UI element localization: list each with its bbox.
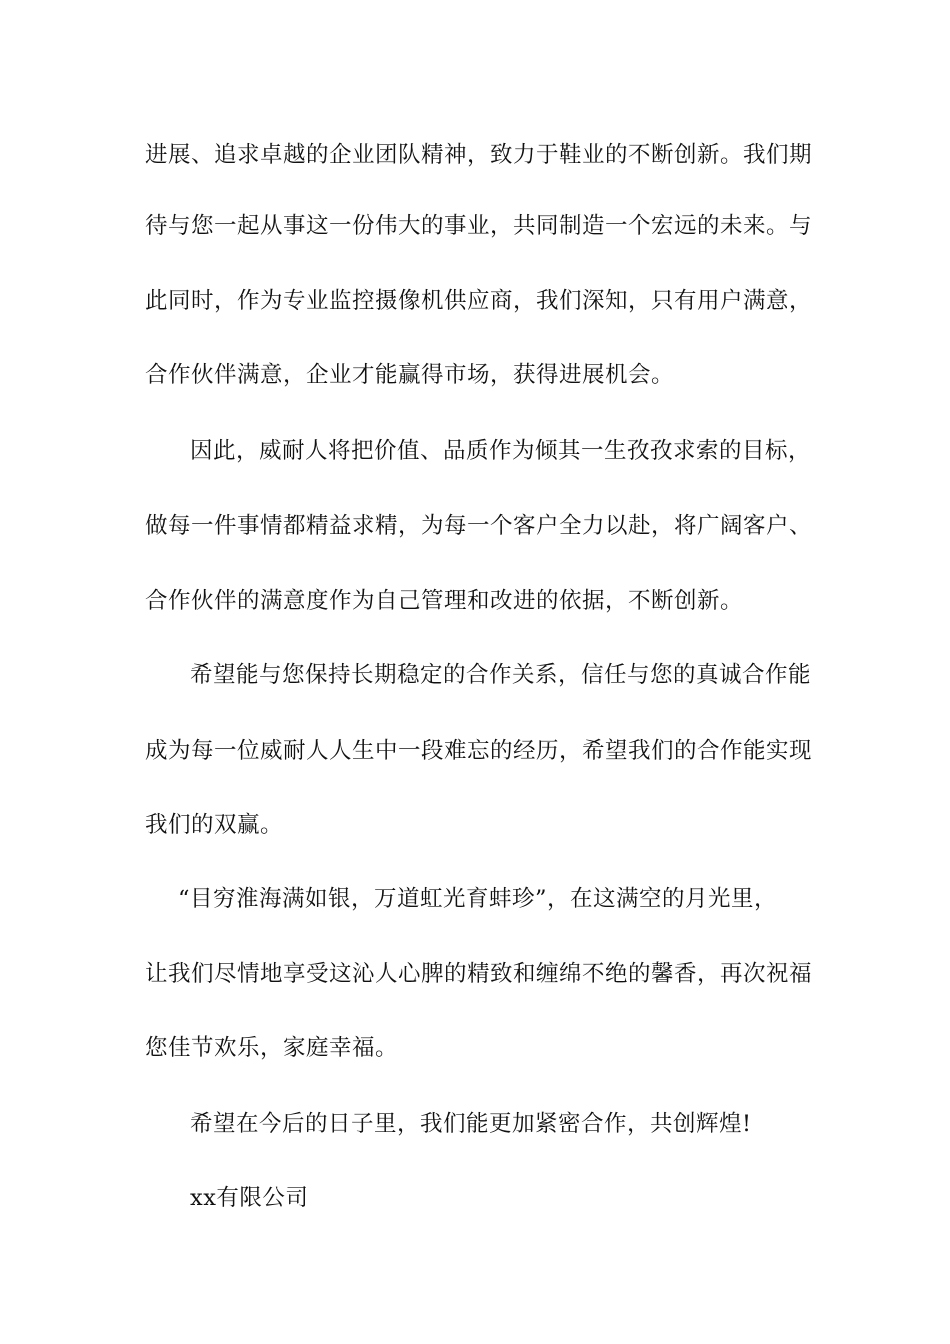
paragraph-line: 让我们尽情地享受这沁人心脾的精致和缠绵不绝的馨香，再次祝福 (145, 961, 813, 987)
paragraph-line: 此同时，作为专业监控摄像机供应商，我们深知，只有用户满意， (145, 288, 813, 314)
paragraph-line: 您佳节欢乐，家庭幸福。 (145, 1035, 399, 1061)
paragraph-line: 我们的双赢。 (145, 812, 284, 838)
paragraph-line: “目穷淮海满如银，万道虹光育蚌珍”，在这满空的月光里， (178, 886, 778, 912)
paragraph-line: 合作伙伴的满意度作为自己管理和改进的依据，不断创新。 (145, 588, 744, 614)
closing-line: 希望在今后的日子里，我们能更加紧密合作，共创辉煌! (190, 1111, 752, 1137)
paragraph-line: 因此，威耐人将把价值、品质作为倾其一生孜孜求索的目标， (190, 438, 812, 464)
paragraph-line: 合作伙伴满意，企业才能赢得市场，获得进展机会。 (145, 362, 675, 388)
company-signature: xx有限公司 (190, 1185, 309, 1211)
paragraph-line: 成为每一位威耐人人生中一段难忘的经历，希望我们的合作能实现 (145, 738, 813, 764)
paragraph-line: 做每一件事情都精益求精，为每一个客户全力以赴，将广阔客户、 (145, 513, 813, 539)
paragraph-line: 待与您一起从事这一份伟大的事业，共同制造一个宏远的未来。与 (145, 213, 813, 239)
paragraph-line: 希望能与您保持长期稳定的合作关系，信任与您的真诚合作能 (190, 662, 812, 688)
paragraph-line: 进展、追求卓越的企业团队精神，致力于鞋业的不断创新。我们期 (145, 142, 813, 168)
